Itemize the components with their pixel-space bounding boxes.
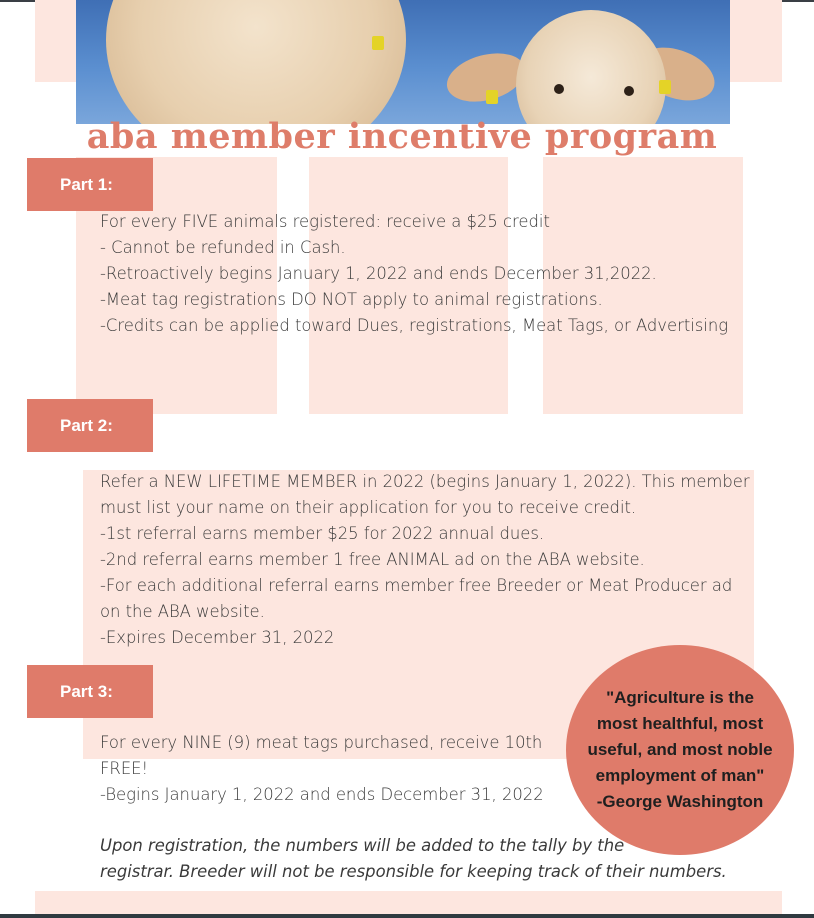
note-line: registrar. Breeder will not be responsible for keeping track of their numbers.: [100, 862, 727, 881]
part2-label: Part 2:: [27, 399, 153, 452]
part2-line: -1st referral earns member $25 for 2022 annual dues.: [100, 524, 545, 543]
quote-badge: [566, 645, 794, 855]
part2-line: -2nd referral earns member 1 free ANIMAL ad on the ABA website.: [100, 550, 645, 569]
ear-tag: [372, 36, 384, 50]
part2-line: on the ABA website.: [100, 602, 265, 621]
bg-panel-top-left: [35, 0, 77, 82]
part3-label: Part 3:: [27, 665, 153, 718]
quote-line: employment of man": [595, 766, 765, 785]
part1-text: [100, 209, 728, 339]
part3-line: For every NINE (9) meat tags purchased, receive 10th: [100, 733, 543, 752]
part1-line: - Cannot be refunded in Cash.: [100, 238, 346, 257]
part2-line: -Expires December 31, 2022: [100, 628, 335, 647]
part3-line: FREE!: [100, 759, 149, 778]
part3-line: -Begins January 1, 2022 and ends December 31, 2022: [100, 785, 544, 804]
quote-author: -George Washington: [596, 792, 764, 811]
bg-panel-top-right: [730, 0, 782, 82]
part1-line: -Credits can be applied toward Dues, registrations, Meat Tags, or Advertising: [100, 316, 729, 335]
quote-line: most healthful, most: [596, 714, 764, 733]
page-title: aba member incentive program: [86, 116, 718, 157]
part3-text: [100, 730, 544, 808]
bg-panel-bottom: [35, 891, 782, 914]
part1-line: -Retroactively begins January 1, 2022 and ends December 31,2022.: [100, 264, 657, 283]
part1-label: Part 1:: [27, 158, 153, 211]
note-line: Upon registration, the numbers will be added to the tally by the: [100, 836, 625, 855]
cow-face-left: [106, 0, 406, 124]
part2-line: Refer a NEW LIFETIME MEMBER in 2022 (begins January 1, 2022). This member: [100, 472, 750, 491]
part1-line: For every FIVE animals registered: receive a $25 credit: [100, 212, 550, 231]
cow-face-right: [516, 10, 666, 124]
ear-tag: [486, 90, 498, 104]
part2-line: must list your name on their application for you to receive credit.: [100, 498, 637, 517]
hero-cows-image: [76, 0, 730, 124]
quote-line: "Agriculture is the: [606, 688, 754, 707]
part2-line: -For each additional referral earns member free Breeder or Meat Producer ad: [100, 576, 733, 595]
ear-tag: [659, 80, 671, 94]
quote-text: [587, 685, 772, 815]
bottom-border: [0, 914, 814, 918]
quote-line: useful, and most noble: [587, 740, 773, 759]
part2-text: [100, 469, 750, 651]
part1-line: -Meat tag registrations DO NOT apply to animal registrations.: [100, 290, 603, 309]
